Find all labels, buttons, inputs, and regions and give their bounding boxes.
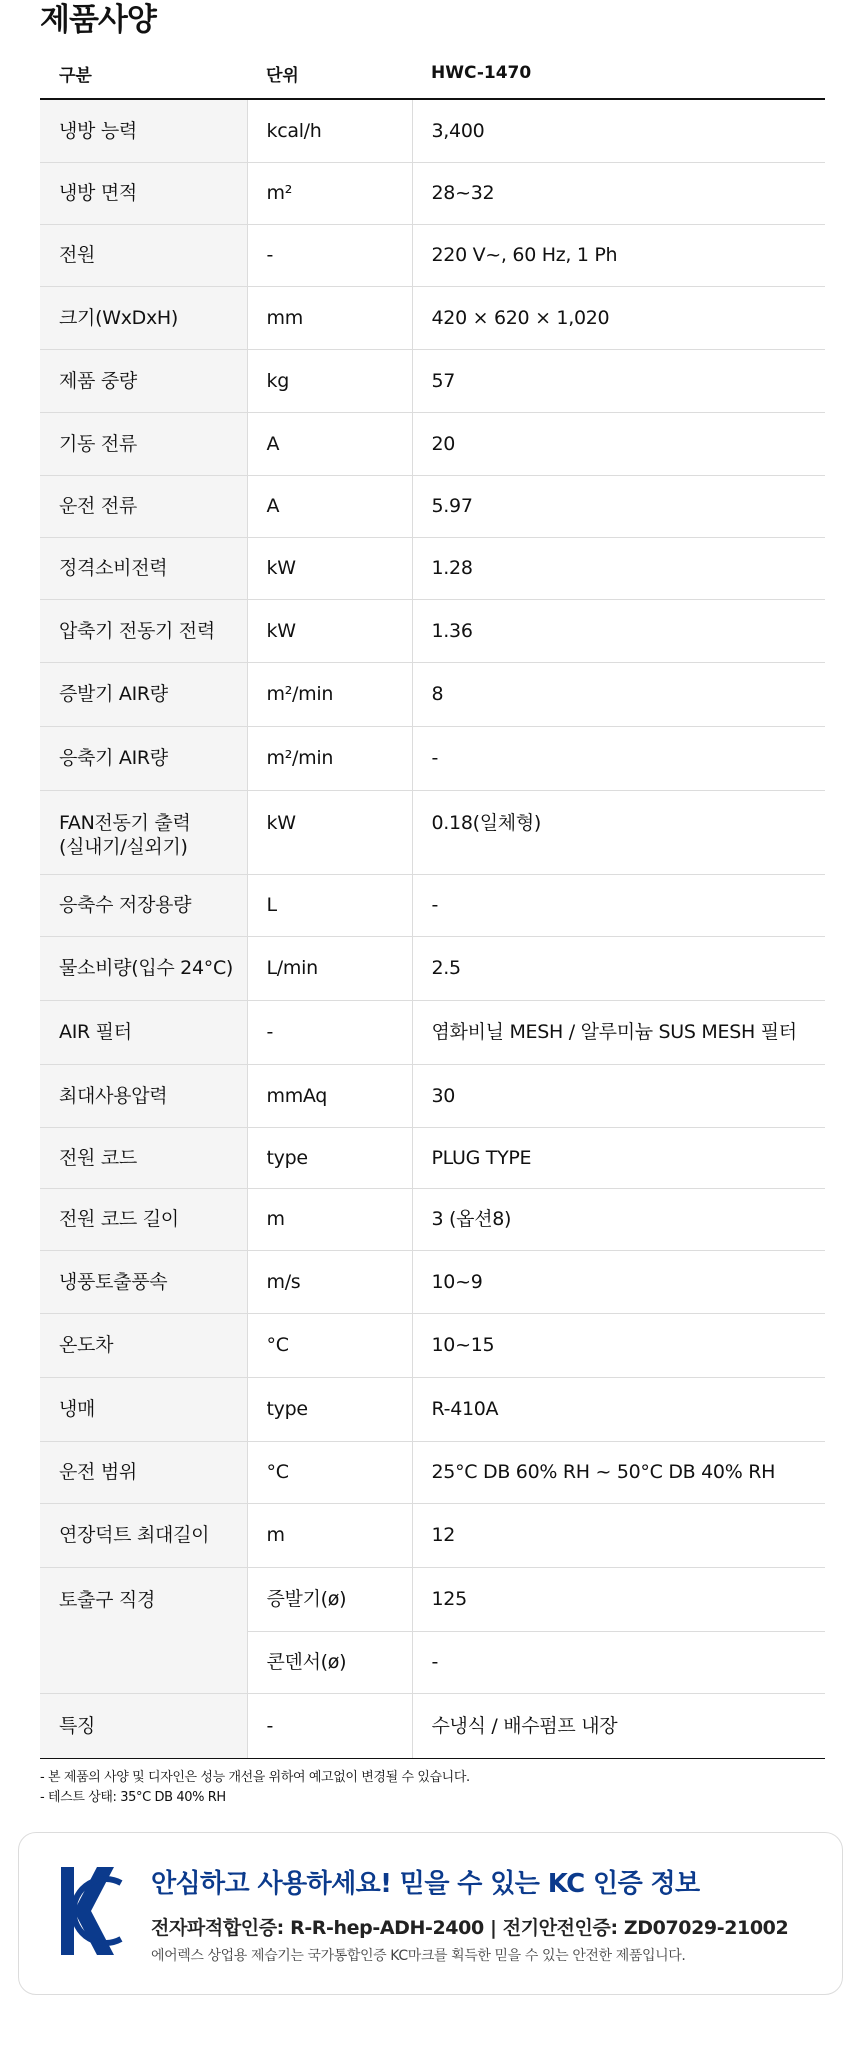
page-title: 제품사양 bbox=[40, 2, 156, 38]
table-row bbox=[40, 1377, 825, 1441]
table-row bbox=[40, 1250, 825, 1313]
row-unit: L/min bbox=[247, 936, 412, 1000]
row-value: 5.97 bbox=[412, 475, 825, 537]
footnote: - 테스트 상태: 35°C DB 40% RH bbox=[40, 1790, 226, 1805]
table-row bbox=[40, 790, 825, 874]
header-model: HWC-1470 bbox=[412, 48, 825, 99]
table-header-row bbox=[40, 48, 825, 99]
row-label: 연장덕트 최대길이 bbox=[40, 1503, 247, 1567]
table-row bbox=[40, 599, 825, 662]
footnote: - 본 제품의 사양 및 디자인은 성능 개선을 위하여 예고없이 변경될 수 있습니다. bbox=[40, 1770, 470, 1785]
row-unit: m/s bbox=[247, 1250, 412, 1313]
row-unit: mm bbox=[247, 286, 412, 349]
row-label: 전원 bbox=[40, 224, 247, 286]
row-label-line2: (실내기/실외기) bbox=[59, 835, 188, 858]
row-value: 8 bbox=[412, 662, 825, 726]
header-unit: 단위 bbox=[247, 48, 412, 99]
kc-headline: 안심하고 사용하세요! 믿을 수 있는 KC 인증 정보 bbox=[151, 1869, 700, 1899]
row-unit: - bbox=[247, 224, 412, 286]
row-value: 염화비닐 MESH / 알루미늄 SUS MESH 필터 bbox=[412, 1000, 825, 1064]
row-value: 20 bbox=[412, 412, 825, 475]
table-row bbox=[40, 1127, 825, 1188]
table-row bbox=[40, 537, 825, 599]
row-unit: A bbox=[247, 475, 412, 537]
row-unit: m²/min bbox=[247, 726, 412, 790]
row-unit: 콘덴서(ø) bbox=[247, 1631, 412, 1693]
row-label: 냉매 bbox=[40, 1377, 247, 1441]
row-unit: kW bbox=[247, 537, 412, 599]
row-label: 제품 중량 bbox=[40, 349, 247, 412]
table-row bbox=[40, 224, 825, 286]
row-label: 냉방 능력 bbox=[40, 99, 247, 162]
row-label-line1: FAN전동기 출력 bbox=[59, 811, 191, 834]
row-value: - bbox=[412, 726, 825, 790]
row-label: 응축수 저장용량 bbox=[40, 874, 247, 936]
row-label: 최대사용압력 bbox=[40, 1064, 247, 1127]
row-value: PLUG TYPE bbox=[412, 1127, 825, 1188]
row-label: 온도차 bbox=[40, 1313, 247, 1377]
row-unit: m²/min bbox=[247, 662, 412, 726]
kc-certification-numbers: 전자파적합인증: R-R-hep-ADH-2400 | 전기안전인증: ZD07029-21002 bbox=[151, 1917, 789, 1939]
kc-certification-box bbox=[18, 1832, 843, 1995]
row-label: 특징 bbox=[40, 1693, 247, 1758]
table-row bbox=[40, 1064, 825, 1127]
row-unit: type bbox=[247, 1377, 412, 1441]
table-row bbox=[40, 936, 825, 1000]
header-category: 구분 bbox=[40, 48, 247, 99]
row-value: 28~32 bbox=[412, 162, 825, 224]
table-row bbox=[40, 1000, 825, 1064]
row-label bbox=[40, 790, 247, 874]
row-value: 0.18(일체형) bbox=[412, 790, 825, 874]
row-label: AIR 필터 bbox=[40, 1000, 247, 1064]
row-value: 2.5 bbox=[412, 936, 825, 1000]
table-row bbox=[40, 726, 825, 790]
row-label: 기동 전류 bbox=[40, 412, 247, 475]
table-row bbox=[40, 1313, 825, 1377]
row-value: R-410A bbox=[412, 1377, 825, 1441]
row-label: 냉풍토출풍속 bbox=[40, 1250, 247, 1313]
row-value: 220 V~, 60 Hz, 1 Ph bbox=[412, 224, 825, 286]
row-unit: - bbox=[247, 1693, 412, 1758]
row-label: 전원 코드 bbox=[40, 1127, 247, 1188]
row-unit: mmAq bbox=[247, 1064, 412, 1127]
row-label: 운전 전류 bbox=[40, 475, 247, 537]
row-unit: °C bbox=[247, 1313, 412, 1377]
row-unit: L bbox=[247, 874, 412, 936]
row-value: 수냉식 / 배수펌프 내장 bbox=[412, 1693, 825, 1758]
table-row bbox=[40, 412, 825, 475]
row-label: 응축기 AIR량 bbox=[40, 726, 247, 790]
row-label: 냉방 면적 bbox=[40, 162, 247, 224]
row-value: 10~15 bbox=[412, 1313, 825, 1377]
table-row bbox=[40, 162, 825, 224]
row-unit: 증발기(ø) bbox=[247, 1567, 412, 1631]
row-label: 증발기 AIR량 bbox=[40, 662, 247, 726]
row-unit: type bbox=[247, 1127, 412, 1188]
row-unit: kW bbox=[247, 599, 412, 662]
row-value: 420 × 620 × 1,020 bbox=[412, 286, 825, 349]
table-row bbox=[40, 662, 825, 726]
row-value: 10~9 bbox=[412, 1250, 825, 1313]
row-value: 30 bbox=[412, 1064, 825, 1127]
row-value: - bbox=[412, 874, 825, 936]
kc-mark-icon bbox=[59, 1865, 123, 1957]
table-row bbox=[40, 99, 825, 162]
table-row bbox=[40, 349, 825, 412]
footnotes bbox=[40, 1768, 470, 1808]
row-value: - bbox=[412, 1631, 825, 1693]
row-value: 125 bbox=[412, 1567, 825, 1631]
row-value: 1.36 bbox=[412, 599, 825, 662]
row-label: 정격소비전력 bbox=[40, 537, 247, 599]
row-unit: kW bbox=[247, 790, 412, 874]
table-row bbox=[40, 1503, 825, 1567]
table-row bbox=[40, 1693, 825, 1758]
table-row bbox=[40, 1441, 825, 1503]
row-value: 25°C DB 60% RH ~ 50°C DB 40% RH bbox=[412, 1441, 825, 1503]
row-value: 3 (옵션8) bbox=[412, 1188, 825, 1250]
row-label: 크기(WxDxH) bbox=[40, 286, 247, 349]
row-value: 57 bbox=[412, 349, 825, 412]
row-unit: °C bbox=[247, 1441, 412, 1503]
row-label: 물소비량(입수 24°C) bbox=[40, 936, 247, 1000]
table-row bbox=[40, 286, 825, 349]
row-unit: m² bbox=[247, 162, 412, 224]
row-label: 운전 범위 bbox=[40, 1441, 247, 1503]
table-row bbox=[40, 874, 825, 936]
row-value: 1.28 bbox=[412, 537, 825, 599]
row-value: 3,400 bbox=[412, 99, 825, 162]
kc-description: 에어렉스 상업용 제습기는 국가통합인증 KC마크를 획득한 믿을 수 있는 안전한 제품입니다. bbox=[151, 1948, 686, 1964]
spec-table bbox=[40, 48, 825, 1759]
table-row bbox=[40, 1188, 825, 1250]
row-label: 토출구 직경 bbox=[40, 1567, 247, 1693]
row-unit: A bbox=[247, 412, 412, 475]
row-unit: m bbox=[247, 1503, 412, 1567]
row-label: 압축기 전동기 전력 bbox=[40, 599, 247, 662]
row-label: 전원 코드 길이 bbox=[40, 1188, 247, 1250]
table-row bbox=[40, 475, 825, 537]
row-unit: kcal/h bbox=[247, 99, 412, 162]
row-value: 12 bbox=[412, 1503, 825, 1567]
table-row bbox=[40, 1567, 825, 1631]
row-unit: - bbox=[247, 1000, 412, 1064]
row-unit: m bbox=[247, 1188, 412, 1250]
row-unit: kg bbox=[247, 349, 412, 412]
